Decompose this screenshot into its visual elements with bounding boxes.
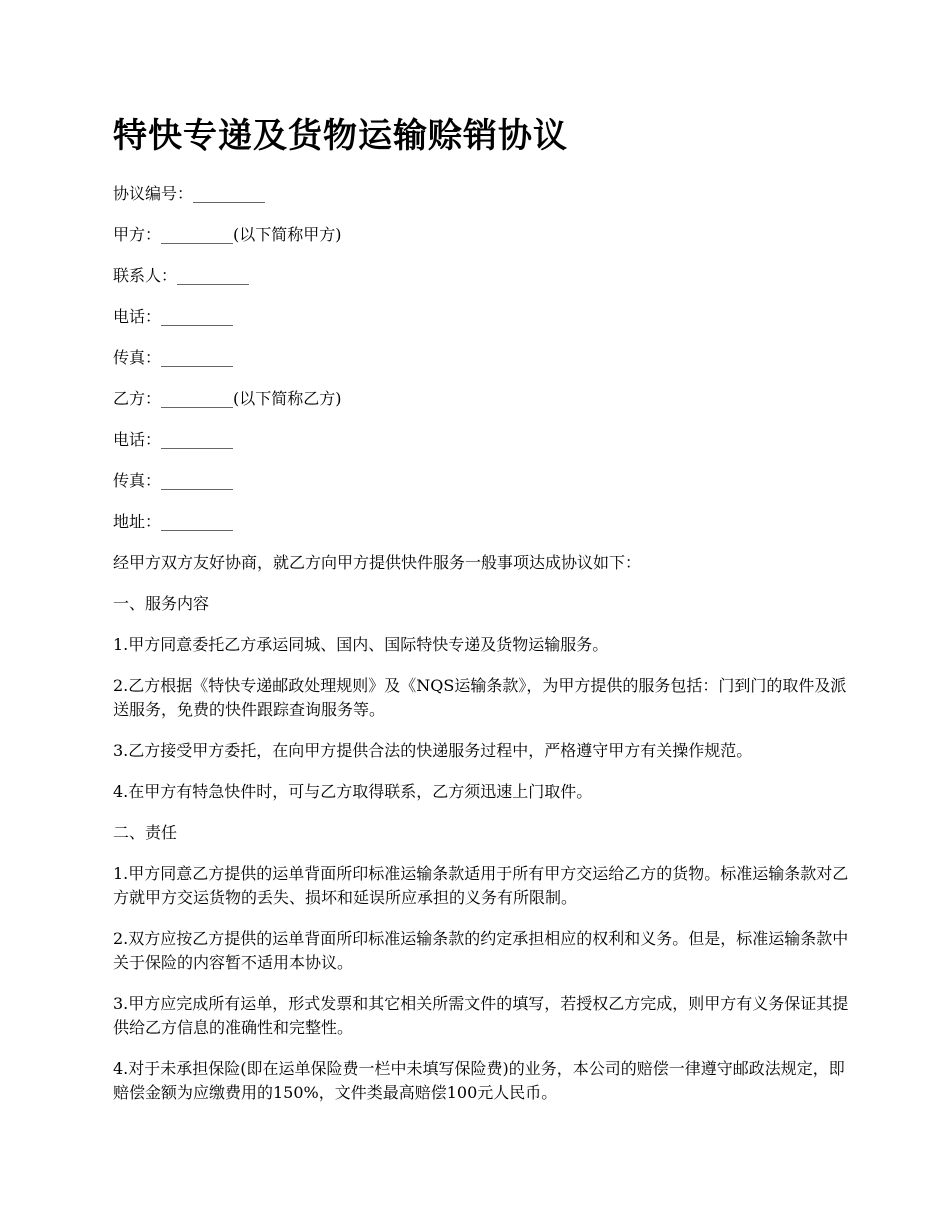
field-label: 甲方： bbox=[113, 225, 162, 244]
field-blank: _________ bbox=[161, 348, 234, 367]
field-party-a bbox=[113, 223, 853, 247]
clause-paragraph: 2.双方应按乙方提供的运单背面所印标准运输条款的约定承担相应的权利和义务。但是，标准运输条款中关于保险的内容暂不适用本协议。 bbox=[113, 929, 849, 972]
party-info-fields bbox=[113, 182, 853, 534]
field-party-a-fax bbox=[113, 346, 853, 370]
clause-paragraph: 1.甲方同意乙方提供的运单背面所印标准运输条款适用于所有甲方交运给乙方的货物。标准运输条款对乙方就甲方交运货物的丢失、损坏和延误所应承担的义务有所限制。 bbox=[113, 864, 849, 907]
clause-paragraph: 3.甲方应完成所有运单，形式发票和其它相关所需文件的填写，若授权乙方完成，则甲方有义务保证其提供给乙方信息的准确性和完整性。 bbox=[113, 994, 849, 1037]
document-page bbox=[113, 110, 853, 1122]
field-label: 乙方： bbox=[113, 389, 162, 408]
section-responsibility bbox=[113, 821, 853, 1105]
field-suffix: (以下简称乙方) bbox=[233, 389, 342, 408]
field-party-a-phone bbox=[113, 305, 853, 329]
field-blank: _________ bbox=[161, 512, 234, 531]
field-party-b-fax bbox=[113, 469, 853, 493]
clause-paragraph: 2.乙方根据《特快专递邮政处理规则》及《NQS运输条款》，为甲方提供的服务包括：门到门的取件及派送服务，免费的快件跟踪查询服务等。 bbox=[113, 676, 847, 719]
clause-paragraph: 4.在甲方有特急快件时，可与乙方取得联系，乙方须迅速上门取件。 bbox=[113, 782, 593, 801]
section-heading: 一、服务内容 bbox=[113, 594, 210, 613]
field-label: 传真： bbox=[113, 471, 162, 490]
field-suffix: (以下简称甲方) bbox=[233, 225, 342, 244]
field-blank: _________ bbox=[161, 225, 234, 244]
field-blank: _________ bbox=[161, 389, 234, 408]
clause-paragraph: 3.乙方接受甲方委托，在向甲方提供合法的快递服务过程中，严格遵守甲方有关操作规范。 bbox=[113, 741, 753, 760]
field-contact-person bbox=[113, 264, 853, 288]
clause-paragraph: 1.甲方同意委托乙方承运同城、国内、国际特快专递及货物运输服务。 bbox=[113, 635, 609, 654]
field-label: 电话： bbox=[113, 430, 162, 449]
field-party-b-address bbox=[113, 510, 853, 534]
field-blank: _________ bbox=[161, 471, 234, 490]
document-title: 特快专递及货物运输赊销协议 bbox=[113, 116, 568, 156]
field-agreement-number bbox=[113, 182, 853, 206]
field-label: 协议编号： bbox=[113, 184, 194, 203]
field-label: 电话： bbox=[113, 307, 162, 326]
field-blank: _________ bbox=[161, 430, 234, 449]
field-party-b-phone bbox=[113, 428, 853, 452]
field-label: 传真： bbox=[113, 348, 162, 367]
clause-paragraph: 4.对于未承担保险(即在运单保险费一栏中未填写保险费)的业务，本公司的赔偿一律遵守邮政法规定，即赔偿金额为应缴费用的150%，文件类最高赔偿100元人民币。 bbox=[113, 1059, 845, 1102]
field-blank: _________ bbox=[193, 184, 266, 203]
field-label: 联系人： bbox=[113, 266, 178, 285]
field-blank: _________ bbox=[177, 266, 250, 285]
section-service-content bbox=[113, 592, 853, 804]
intro-paragraph: 经甲方双方友好协商，就乙方向甲方提供快件服务一般事项达成协议如下： bbox=[113, 553, 642, 572]
field-party-b bbox=[113, 387, 853, 411]
field-label: 地址： bbox=[113, 512, 162, 531]
field-blank: _________ bbox=[161, 307, 234, 326]
section-heading: 二、责任 bbox=[113, 823, 178, 842]
